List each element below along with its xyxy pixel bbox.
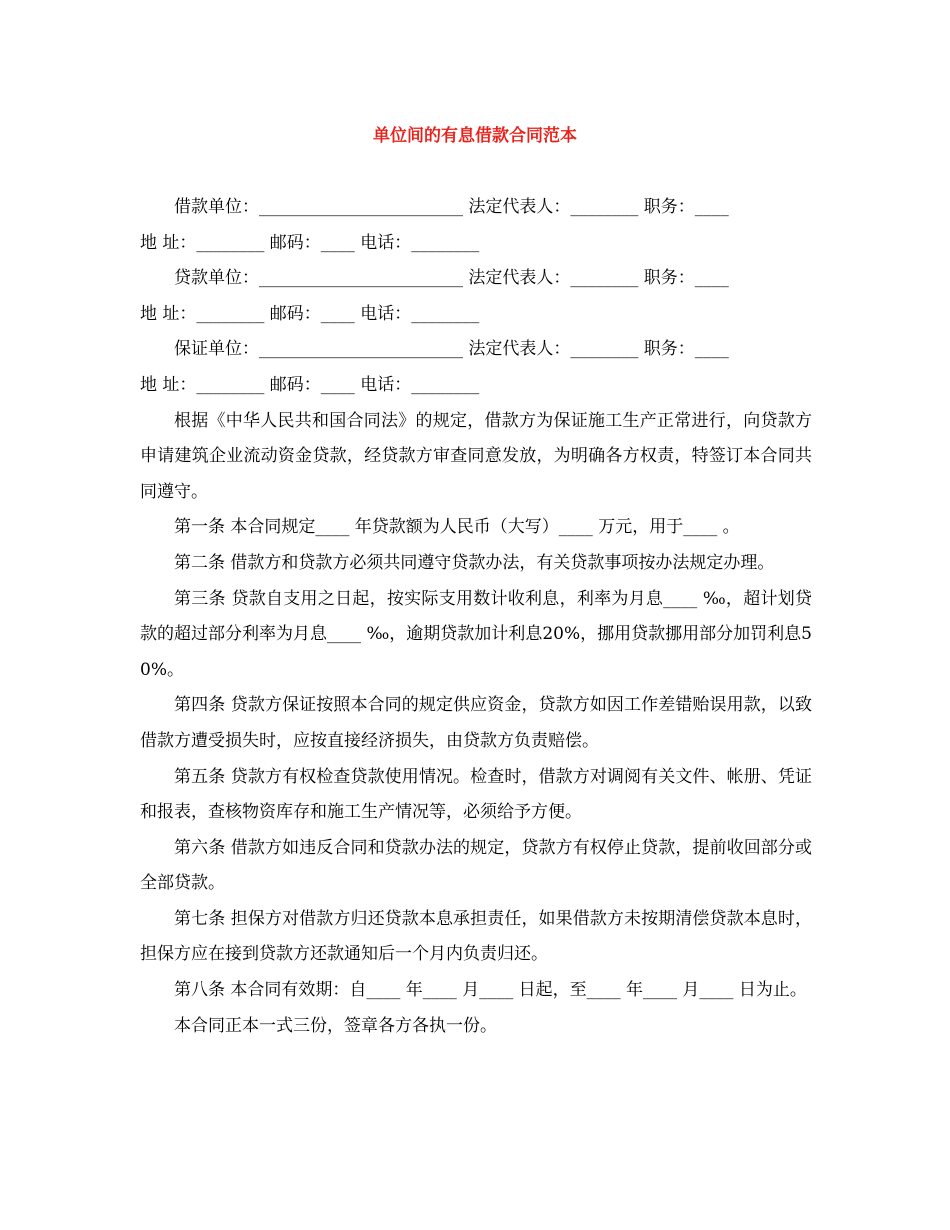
paragraph: 地 址：________ 邮码：____ 电话：________ [140, 303, 480, 324]
paragraph: 保证单位：________________________ 法定代表人：________ 职务：____ [174, 339, 729, 360]
paragraph: 贷款单位：________________________ 法定代表人：________ 职务：____ [174, 268, 729, 289]
paragraph: 第一条 本合同规定____ 年贷款额为人民币（大写）____ 万元，用于____ 。 [174, 517, 740, 538]
document-title: 单位间的有息借款合同范本 [373, 126, 577, 146]
paragraph: 第二条 借款方和贷款方必须共同遵守贷款办法，有关贷款事项按办法规定办理。 [174, 552, 775, 573]
paragraph: 第五条 贷款方有权检查贷款使用情况。检查时，借款方对调阅有关文件、帐册、凭证和报表，查核物资库存和施工生产情况等，必须给予方便。 [140, 766, 812, 823]
paragraph: 借款单位：________________________ 法定代表人：________ 职务：____ [174, 197, 729, 217]
paragraph: 根据《中华人民共和国合同法》的规定，借款方为保证施工生产正常进行，向贷款方申请建筑企业流动资金贷款，经贷款方审查同意发放，为明确各方权责，特签订本合同共同遵守。 [140, 410, 812, 502]
paragraph: 第八条 本合同有效期：自____ 年____ 月____ 日起，至____ 年____ 月____ 日为止。 [174, 980, 807, 1001]
paragraph: 第四条 贷款方保证按照本合同的规定供应资金，贷款方如因工作差错贻误用款，以致借款方遭受损失时，应按直接经济损失，由贷款方负责赔偿。 [140, 695, 812, 751]
paragraph: 地 址：________ 邮码：____ 电话：________ [140, 374, 480, 395]
paragraph: 第七条 担保方对借款方归还贷款本息承担责任，如果借款方未按期清偿贷款本息时，担保方应在接到贷款方还款通知后一个月内负责归还。 [140, 908, 812, 965]
paragraph: 第六条 借款方如违反合同和贷款办法的规定，贷款方有权停止贷款，提前收回部分或全部贷款。 [140, 837, 812, 894]
paragraph: 本合同正本一式三份，签章各方各执一份。 [174, 1015, 497, 1036]
paragraph: 第三条 贷款自支用之日起，按实际支用数计收利息，利率为月息____ ‰，超计划贷款的超过部分利率为月息____ ‰，逾期贷款加计利息20%，挪用贷款挪用部分加罚利息50%。 [140, 588, 812, 680]
document-body [140, 190, 812, 1044]
paragraph: 地 址：________ 邮码：____ 电话：________ [140, 232, 480, 253]
